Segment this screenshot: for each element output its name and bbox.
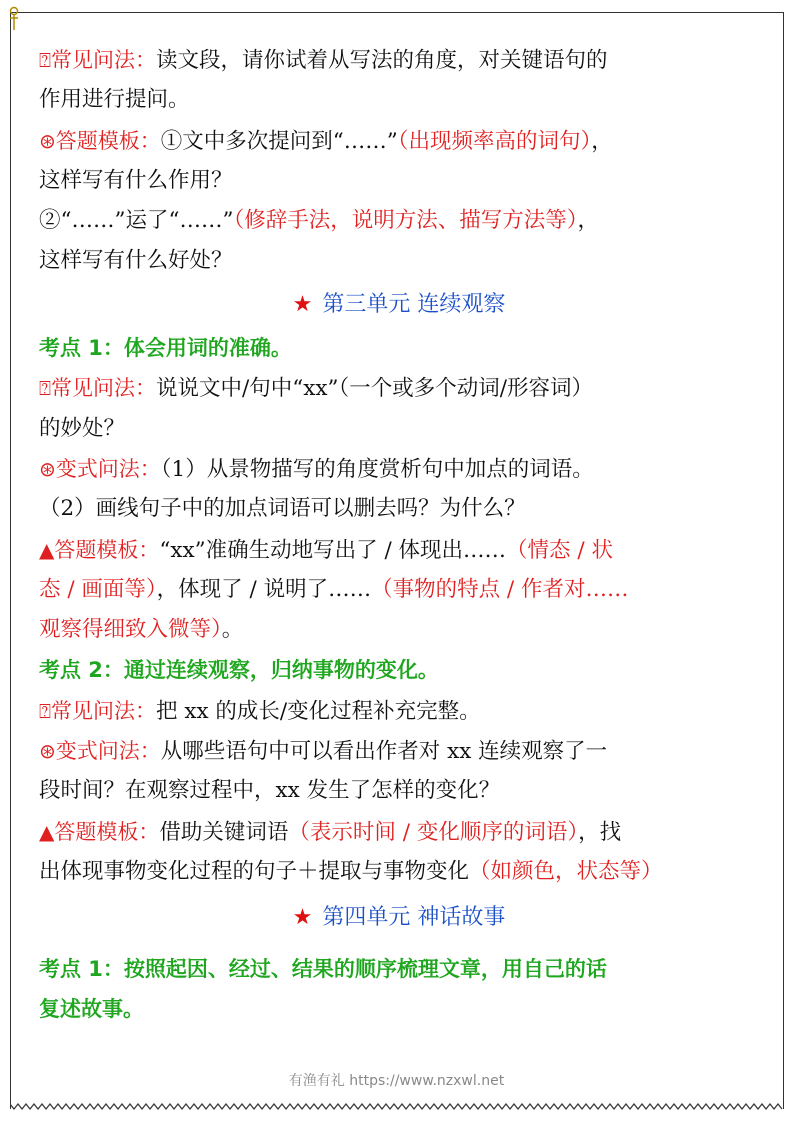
common-question-text: 说说文中/句中“xx”（一个或多个动词/形容词） bbox=[156, 376, 593, 402]
answer-text: “xx”准确生动地写出了 / 体现出…… bbox=[159, 537, 507, 563]
text-line bbox=[39, 771, 759, 811]
answer-hint: （表示时间 / 变化顺序的词语） bbox=[288, 819, 579, 845]
answer-hint: 观察得细致入微等） bbox=[39, 617, 222, 643]
answer-text: ，体现了 / 说明了…… bbox=[156, 576, 372, 602]
text-line bbox=[39, 489, 759, 529]
asterisk-circle-icon: ⊛ bbox=[39, 456, 56, 481]
common-question-line bbox=[39, 691, 759, 731]
common-question-label: 常见问法： bbox=[51, 376, 156, 401]
answer-template-label: 答题模板： bbox=[55, 128, 161, 153]
answer-text: ①文中多次提问到“……” bbox=[160, 128, 398, 154]
triangle-icon: ▲ bbox=[39, 819, 55, 844]
answer-template-line bbox=[39, 530, 759, 570]
text-line bbox=[39, 241, 759, 281]
answer-hint: （事物的特点 / 作者对…… bbox=[371, 576, 629, 602]
answer-punct: ， bbox=[591, 128, 613, 154]
text-line bbox=[39, 852, 759, 892]
asterisk-circle-icon: ⊛ bbox=[39, 128, 56, 153]
variant-question-line bbox=[39, 731, 759, 771]
variant-question-line bbox=[39, 449, 759, 489]
common-question-line bbox=[39, 40, 759, 80]
answer-hint: （情态 / 状 bbox=[506, 537, 613, 563]
question-circle-icon: ⍰ bbox=[39, 698, 51, 723]
common-question-text: 读文段，请你试着从写法的角度，对关键语句的 bbox=[156, 48, 608, 73]
common-question-label: 常见问法： bbox=[51, 698, 156, 723]
answer-text-cont: 出体现事物变化过程的句子＋提取与事物变化 bbox=[39, 858, 470, 884]
variant-question-text: （1）从景物描写的角度赏析句中加点的词语。 bbox=[160, 456, 594, 482]
variant-question-text-cont: （2）画线句子中的加点词语可以删去吗？为什么？ bbox=[39, 496, 526, 522]
common-question-text-cont: 的妙处？ bbox=[39, 415, 126, 441]
answer-template-label: 答题模板： bbox=[54, 819, 160, 844]
unit3-kp2-title: 考点 2：通过连续观察，归纳事物的变化。 bbox=[39, 658, 439, 683]
answer-hint: （修辞手法，说明方法、描写方法等） bbox=[233, 208, 578, 234]
star-icon: ★ bbox=[292, 291, 313, 317]
common-question-text-cont: 作用进行提问。 bbox=[39, 87, 190, 113]
answer-text: 借助关键词语 bbox=[159, 819, 289, 845]
pushpin-icon bbox=[8, 6, 20, 32]
asterisk-circle-icon: ⊛ bbox=[39, 739, 56, 764]
text-line bbox=[39, 161, 759, 201]
variant-question-label: 变式问法： bbox=[55, 456, 161, 481]
common-question-text: 把 xx 的成长/变化过程补充完整。 bbox=[156, 698, 481, 724]
unit4-heading bbox=[39, 898, 759, 938]
text-line bbox=[39, 80, 759, 120]
answer-text-cont: 这样写有什么作用？ bbox=[39, 167, 233, 193]
text-line bbox=[39, 409, 759, 449]
star-icon: ★ bbox=[292, 905, 313, 931]
answer-hint: 态 / 画面等） bbox=[39, 576, 157, 602]
question-circle-icon: ⍰ bbox=[39, 376, 51, 401]
document-body bbox=[39, 40, 759, 1029]
unit4-kp1-title: 考点 1：按照起因、经过、结果的顺序梳理文章，用自己的话 bbox=[39, 956, 607, 981]
variant-question-label: 变式问法： bbox=[55, 739, 161, 764]
answer-text-cont: 这样写有什么好处？ bbox=[39, 248, 233, 274]
unit3-heading bbox=[39, 285, 759, 325]
text-line bbox=[39, 610, 759, 650]
unit3-title: 第三单元 连续观察 bbox=[322, 291, 506, 317]
answer-template-line bbox=[39, 812, 759, 852]
common-question-label: 常见问法： bbox=[51, 48, 156, 72]
variant-question-text-cont: 段时间？在观察过程中，xx 发生了怎样的变化？ bbox=[39, 778, 501, 804]
answer-punct: ， bbox=[577, 208, 599, 234]
unit4-title: 第四单元 神话故事 bbox=[322, 905, 506, 931]
answer-hint: （如颜色，状态等） bbox=[469, 858, 663, 884]
variant-question-text: 从哪些语句中可以看出作者对 xx 连续观察了一 bbox=[160, 739, 608, 765]
text-line bbox=[39, 201, 759, 241]
answer-text: ，找 bbox=[578, 819, 622, 845]
answer-template-line bbox=[39, 121, 759, 161]
bottom-border bbox=[10, 1100, 783, 1112]
text-line bbox=[39, 570, 759, 610]
unit3-kp1-title: 考点 1：体会用词的准确。 bbox=[39, 336, 292, 361]
answer-hint: （出现频率高的词句） bbox=[397, 128, 592, 154]
triangle-icon: ▲ bbox=[39, 537, 55, 562]
answer-punct: 。 bbox=[221, 617, 244, 643]
common-question-line bbox=[39, 368, 759, 408]
footer-watermark: 有渔有礼 https://www.nzxwl.net bbox=[288, 1073, 505, 1089]
question-circle-icon: ⍰ bbox=[39, 48, 51, 72]
answer-text: ②“……”运了“……” bbox=[39, 208, 234, 234]
answer-template-label: 答题模板： bbox=[54, 537, 160, 562]
unit4-kp1-title-cont: 复述故事。 bbox=[39, 996, 144, 1021]
